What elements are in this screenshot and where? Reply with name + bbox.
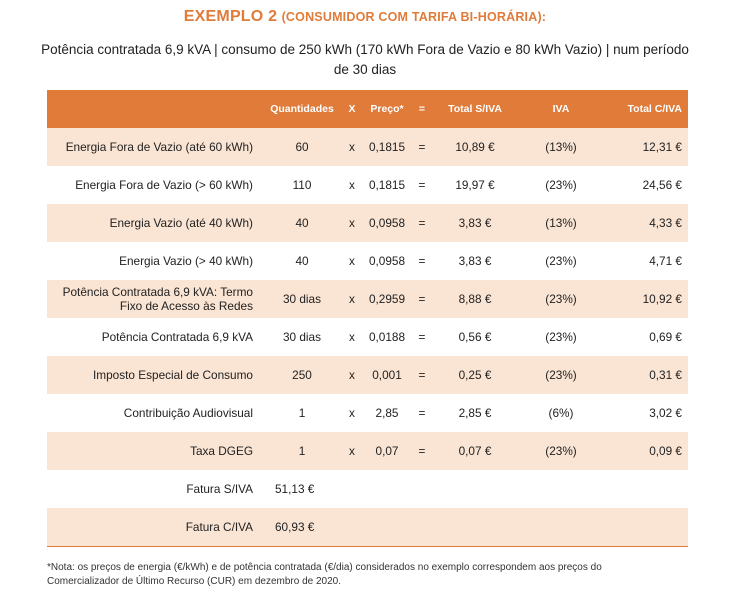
- summary-value-no-vat: 51,13 €: [275, 482, 315, 496]
- row-description: [47, 280, 263, 318]
- row-vat: (23%): [545, 254, 577, 268]
- row-total-no-vat: 2,85 €: [458, 406, 492, 420]
- table-row: [47, 166, 688, 204]
- table-row: [47, 394, 688, 432]
- row-price: 0,0958: [368, 254, 406, 268]
- row-description-line2: Fixo de Acesso às Redes: [119, 299, 253, 313]
- header-total-with-vat: Total C/IVA: [605, 90, 688, 128]
- row-total-no-vat: 19,97 €: [455, 178, 495, 192]
- page-title: [0, 8, 730, 26]
- summary-value-with-vat: 60,93 €: [263, 508, 363, 546]
- row-price: 0,1815: [368, 178, 406, 192]
- row-eq: =: [418, 178, 426, 192]
- row-quantity: 30 dias: [263, 280, 341, 318]
- row-eq: =: [418, 254, 426, 268]
- row-price: 0,0188: [368, 330, 406, 344]
- row-total-with-vat: 24,56 €: [642, 178, 682, 192]
- summary-row: [47, 470, 688, 508]
- row-total-with-vat: 0,69 €: [649, 330, 682, 344]
- row-eq: =: [411, 128, 433, 166]
- header-eq: =: [411, 90, 433, 128]
- row-total-with-vat: 10,92 €: [605, 280, 688, 318]
- row-description: Energia Vazio (até 40 kWh): [47, 204, 263, 242]
- row-total-with-vat: 4,71 €: [649, 254, 682, 268]
- row-eq: =: [411, 280, 433, 318]
- row-eq: =: [411, 432, 433, 470]
- invoice-table: [47, 90, 688, 547]
- row-x: x: [349, 330, 355, 344]
- row-x: x: [349, 254, 355, 268]
- table-row: [47, 432, 688, 470]
- row-total-no-vat: 3,83 €: [458, 254, 492, 268]
- footnote-line2: Comercializador de Último Recurso (CUR) em dezembro de 2020.: [47, 576, 341, 587]
- row-price: 0,0958: [363, 204, 411, 242]
- header-quantity: Quantidades: [263, 90, 341, 128]
- footnote-line1: *Nota: os preços de energia (€/kWh) e de potência contratada (€/dia) considerados no exemplo correspondem aos preços do: [47, 562, 602, 573]
- table-row: [47, 242, 688, 280]
- row-description: Energia Vazio (> 40 kWh): [119, 254, 253, 268]
- row-total-no-vat: 0,25 €: [433, 356, 517, 394]
- row-vat: (23%): [517, 432, 605, 470]
- row-quantity: 40: [295, 254, 309, 268]
- row-vat: (13%): [517, 128, 605, 166]
- summary-row: [47, 508, 688, 546]
- row-x: x: [349, 178, 355, 192]
- row-vat: (23%): [545, 178, 577, 192]
- row-x: x: [341, 356, 363, 394]
- row-description: Imposto Especial de Consumo: [47, 356, 263, 394]
- row-x: x: [341, 432, 363, 470]
- row-eq: =: [411, 356, 433, 394]
- row-description: Potência Contratada 6,9 kVA: [101, 330, 253, 344]
- row-total-no-vat: 0,56 €: [458, 330, 492, 344]
- row-price: 0,1815: [363, 128, 411, 166]
- row-total-no-vat: 3,83 €: [433, 204, 517, 242]
- summary-label-no-vat: Fatura S/IVA: [186, 482, 253, 496]
- row-total-with-vat: 0,09 €: [605, 432, 688, 470]
- row-description: Contribuição Audiovisual: [123, 406, 253, 420]
- row-total-no-vat: 10,89 €: [433, 128, 517, 166]
- row-price: 0,07: [363, 432, 411, 470]
- table-row: [47, 204, 688, 242]
- row-quantity: 1: [263, 432, 341, 470]
- row-quantity: 1: [298, 406, 306, 420]
- table-row: [47, 318, 688, 356]
- row-description: Energia Fora de Vazio (até 60 kWh): [47, 128, 263, 166]
- row-x: x: [341, 204, 363, 242]
- row-vat: (13%): [517, 204, 605, 242]
- row-total-with-vat: 3,02 €: [649, 406, 682, 420]
- row-quantity: 40: [263, 204, 341, 242]
- header-total-no-vat: Total S/IVA: [433, 90, 517, 128]
- table-row: [47, 128, 688, 166]
- row-vat: (23%): [545, 330, 577, 344]
- row-total-with-vat: 4,33 €: [605, 204, 688, 242]
- row-quantity: 110: [292, 178, 312, 192]
- footnote: [47, 561, 707, 589]
- row-quantity: 30 dias: [282, 330, 322, 344]
- row-total-no-vat: 8,88 €: [433, 280, 517, 318]
- title-main: EXEMPLO 2: [183, 8, 278, 25]
- row-price: 0,2959: [363, 280, 411, 318]
- row-total-with-vat: 0,31 €: [605, 356, 688, 394]
- page-subtitle: Potência contratada 6,9 kVA | consumo de 250 kWh (170 kWh Fora de Vazio e 80 kWh Vazio) | num período de 30 dias: [41, 42, 689, 77]
- row-eq: =: [411, 204, 433, 242]
- row-vat: (23%): [517, 280, 605, 318]
- row-x: x: [349, 406, 355, 420]
- header-description: [47, 90, 263, 128]
- row-total-with-vat: 12,31 €: [605, 128, 688, 166]
- row-quantity: 60: [263, 128, 341, 166]
- row-description: Taxa DGEG: [47, 432, 263, 470]
- row-description: Energia Fora de Vazio (> 60 kWh): [75, 178, 253, 192]
- row-vat: (6%): [548, 406, 574, 420]
- table-row: [47, 280, 688, 318]
- row-quantity: 250: [263, 356, 341, 394]
- table-row: [47, 356, 688, 394]
- row-price: 2,85: [375, 406, 399, 420]
- table-header-row: [47, 90, 688, 128]
- row-total-no-vat: 0,07 €: [433, 432, 517, 470]
- row-eq: =: [418, 330, 426, 344]
- row-x: x: [341, 128, 363, 166]
- row-price: 0,001: [363, 356, 411, 394]
- row-description-line1: Potência Contratada 6,9 kVA: Termo: [62, 285, 253, 299]
- header-vat: IVA: [517, 90, 605, 128]
- row-eq: =: [418, 406, 426, 420]
- header-x: X: [341, 90, 363, 128]
- row-vat: (23%): [517, 356, 605, 394]
- row-x: x: [341, 280, 363, 318]
- header-price: Preço*: [363, 90, 411, 128]
- title-paren: (CONSUMIDOR COM TARIFA BI-HORÁRIA):: [281, 10, 547, 24]
- summary-label-with-vat: Fatura C/IVA: [47, 508, 263, 546]
